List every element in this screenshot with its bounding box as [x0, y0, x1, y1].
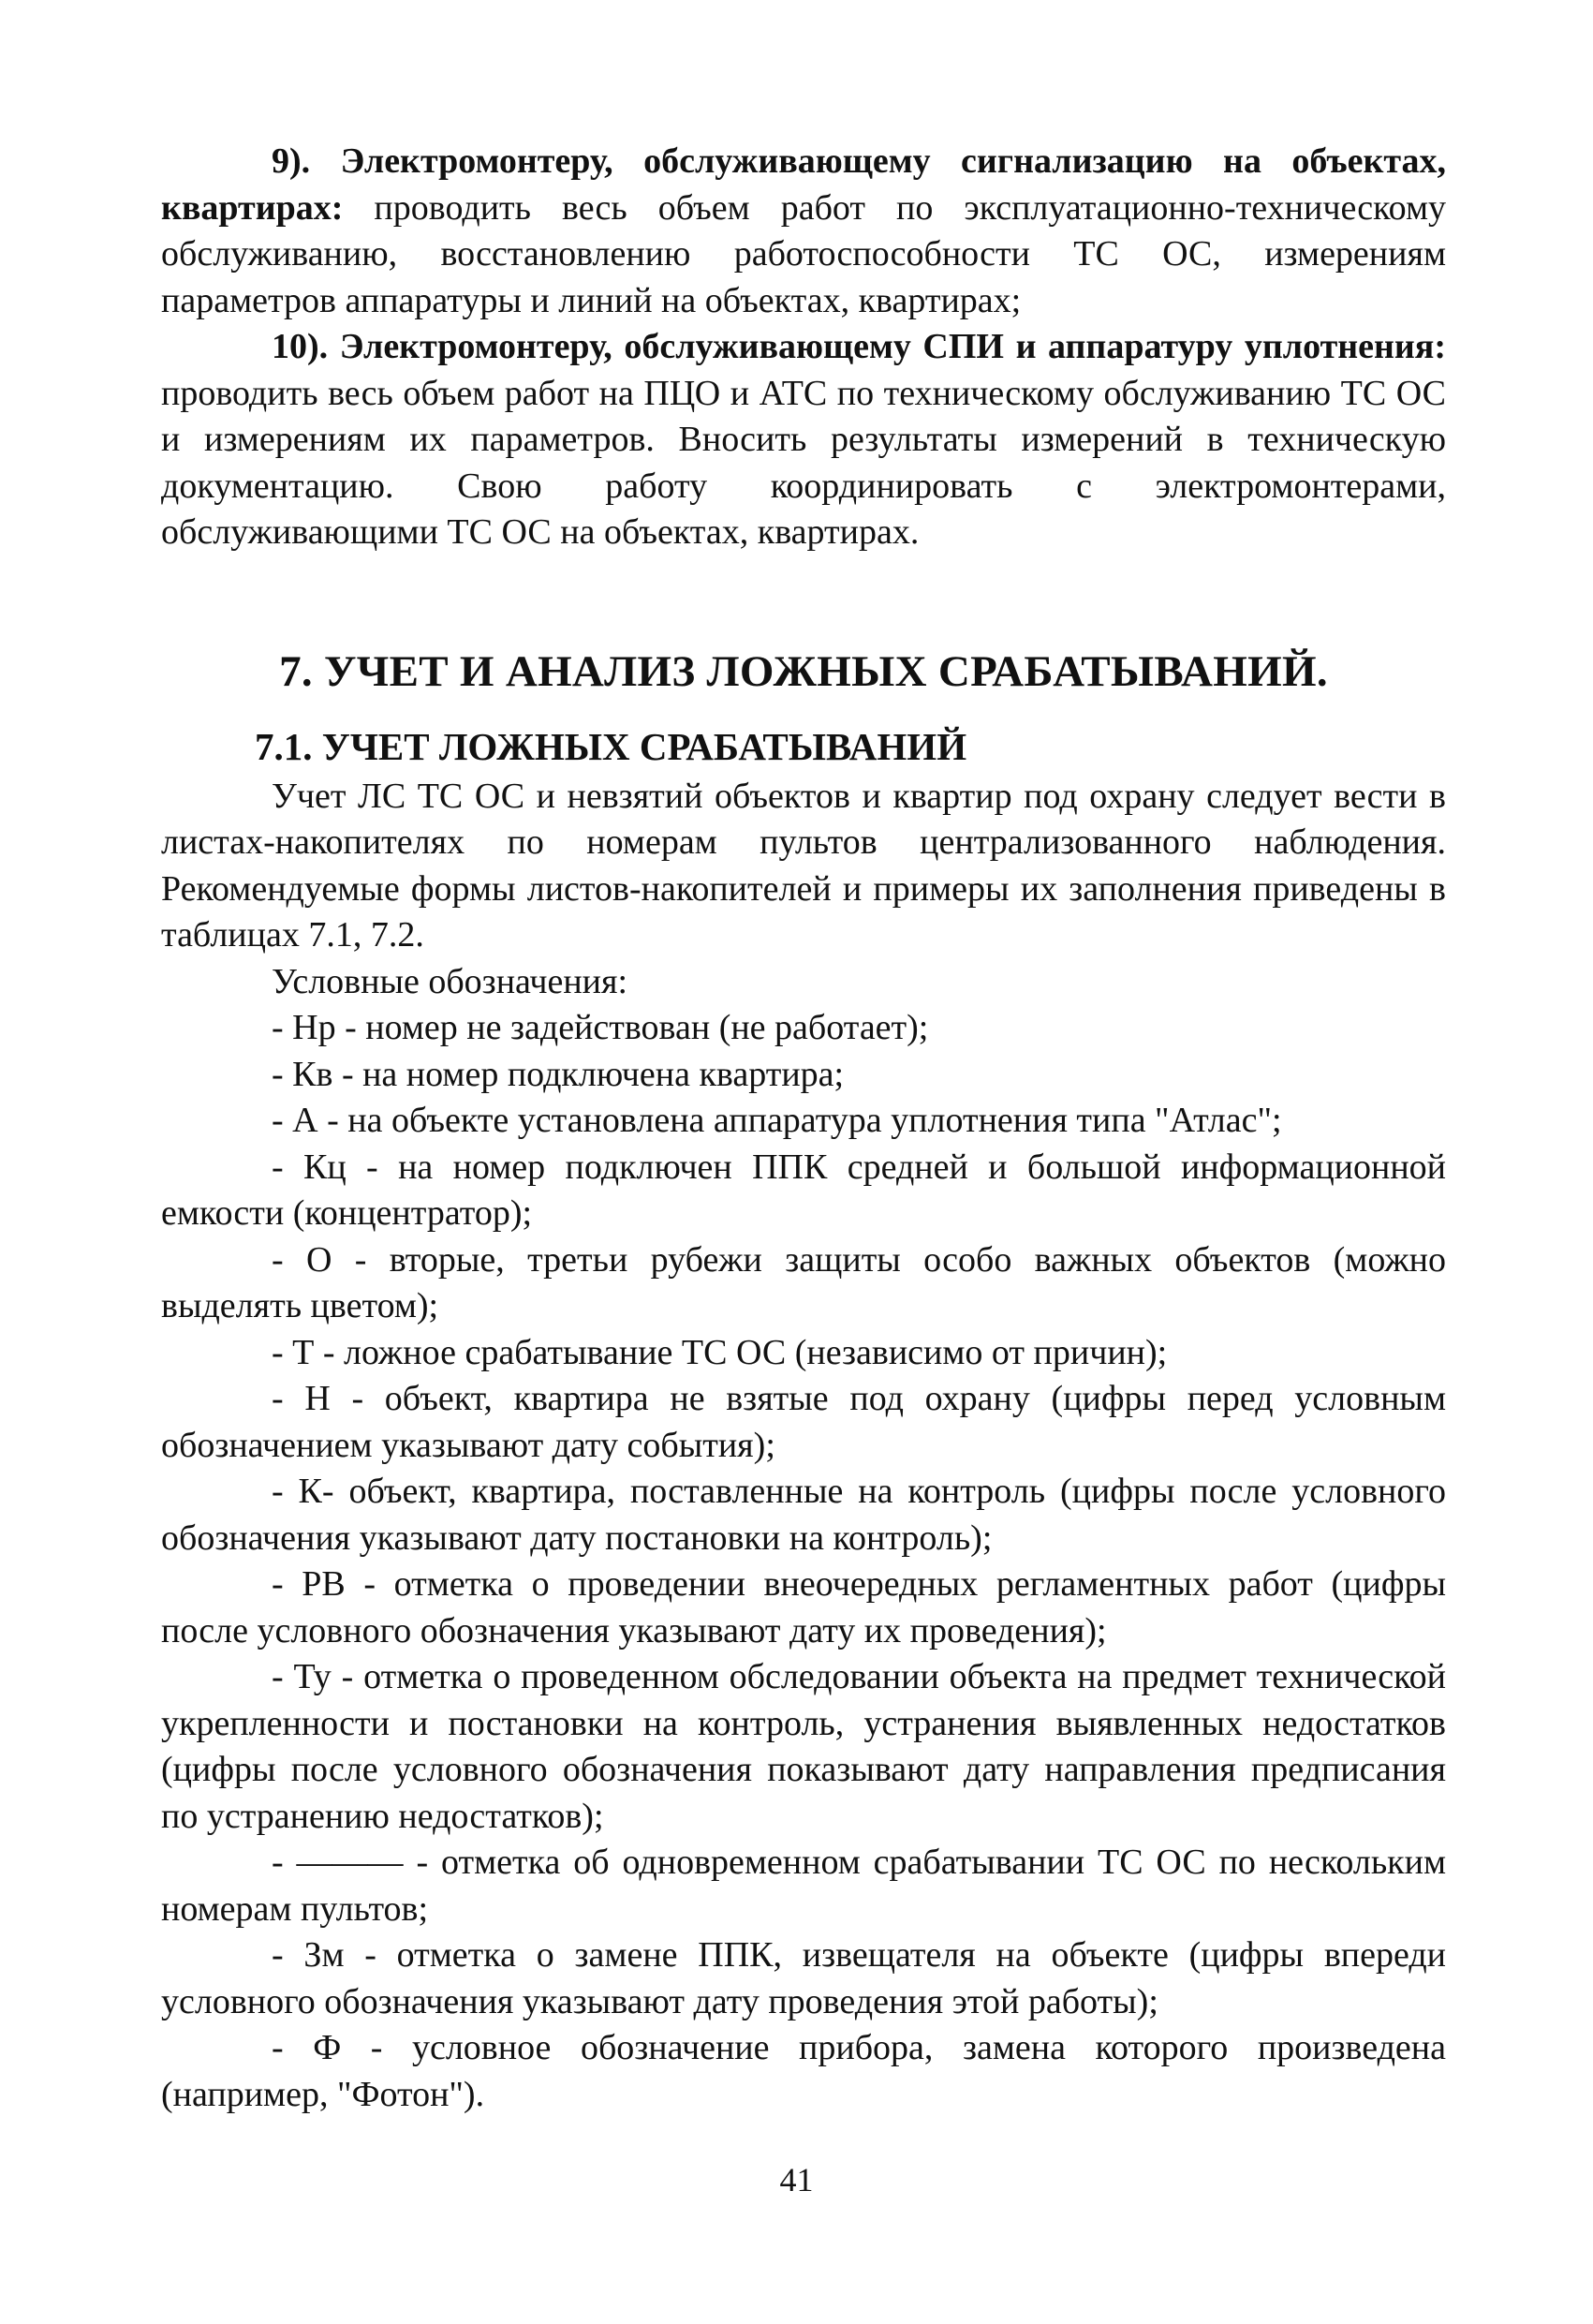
legend-item: - РВ - отметка о проведении внеочередных регламентных работ (цифры после условного обозначения указывают дату их проведения); — [161, 1564, 1446, 1650]
legend-item: - ——— - отметка об одновременном срабатывании ТС ОС по нескольким номерам пультов; — [161, 1843, 1446, 1929]
paragraph-item-10 — [161, 324, 1446, 556]
paragraph-item-9 — [161, 139, 1446, 324]
section-title: 7. УЧЕТ И АНАЛИЗ ЛОЖНЫХ СРАБАТЫВАНИЙ. — [279, 646, 1328, 696]
intro-paragraph: Учет ЛС ТС ОС и невзятий объектов и квартир под охрану следует вести в листах-накопителях по номерам пультов централизованного наблюдения. Рекомендуемые формы листов-накопителей и примеры их заполнения приведены в таблицах 7.1, 7.2. — [161, 776, 1446, 955]
subsection-title: 7.1. УЧЕТ ЛОЖНЫХ СРАБАТЫВАНИЙ — [255, 724, 967, 768]
paragraph-item-9-text: проводить весь объем работ по эксплуатационно-техническому обслуживанию, восстановлению работоспособности ТС ОС, измерениям параметров аппаратуры и линий на объектах, квартирах; — [161, 187, 1446, 320]
paragraph-item-9-lead: 9). Электромонтеру, обслуживающему сигнализацию на объектах, квартирах: — [161, 141, 1446, 228]
legend-list — [161, 1005, 1446, 2118]
legend-heading: Условные обозначения: — [272, 961, 628, 1001]
legend-item: - Т - ложное срабатывание ТС ОС (независимо от причин); — [272, 1332, 1168, 1372]
paragraph-item-10-lead: 10). Электромонтеру, обслуживающему СПИ и аппаратуру уплотнения: — [272, 327, 1446, 366]
legend-item: - Ф - условное обозначение прибора, замена которого произведена (например, "Фотон"). — [161, 2028, 1446, 2114]
legend-item: - К- объект, квартира, поставленные на контроль (цифры после условного обозначения указывают дату постановки на контроль); — [161, 1472, 1446, 1558]
paragraph-item-10-text: проводить весь объем работ на ПЦО и АТС по техническому обслуживанию ТС ОС и измерениям их параметров. Вносить результаты измерений в техническую документацию. Свою работу координировать с электромонтерами, обслуживающими ТС ОС на объектах, квартирах. — [161, 373, 1446, 552]
legend-item: - Зм - отметка о замене ППК, извещателя на объекте (цифры впереди условного обозначения указывают дату проведения этой работы); — [161, 1935, 1446, 2021]
legend-item: - Ту - отметка о проведенном обследовании объекта на предмет технической укрепленности и постановки на контроль, устранения выявленных недостатков (цифры после условного обозначения показывают дату направления предписания по устранению недостатков); — [161, 1657, 1446, 1836]
legend-item: - Н - объект, квартира не взятые под охрану (цифры перед условным обозначением указывают дату события); — [161, 1379, 1446, 1465]
legend-item: - А - на объекте установлена аппаратура уплотнения типа "Атлас"; — [272, 1101, 1282, 1140]
document-page — [161, 139, 1446, 2118]
legend-item: - Нр - номер не задействован (не работает); — [272, 1008, 929, 1047]
legend-item: - Кв - на номер подключена квартира; — [272, 1054, 845, 1094]
legend-item: - Кц - на номер подключен ППК средней и большой информационной емкости (концентратор); — [161, 1147, 1446, 1233]
page-number: 41 — [779, 2161, 814, 2198]
legend-item: - О - вторые, третьи рубежи защиты особо важных объектов (можно выделять цветом); — [161, 1239, 1446, 1325]
